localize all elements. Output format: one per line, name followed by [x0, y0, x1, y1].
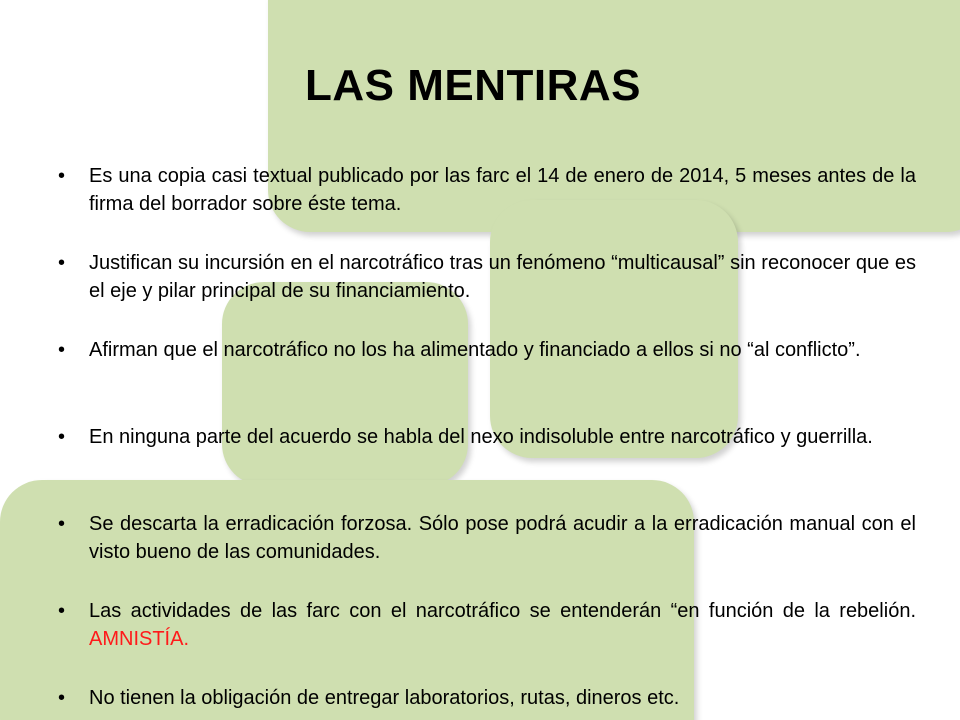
amnesty-highlight: AMNISTÍA.: [89, 628, 190, 650]
bullet-dot-icon: •: [58, 426, 66, 448]
bullet-dot-icon: •: [58, 165, 66, 187]
bullet-dot-icon: •: [58, 513, 66, 535]
bullet-text: No tienen la obligación de entregar laboratorios, rutas, dineros etc.: [89, 687, 680, 709]
bullet-text: Justifican su incursión en el narcotráfico tras un fenómeno “multicausal” sin reconocer que es el eje y pilar principal de su financiamiento.: [89, 252, 916, 302]
slide-title: LAS MENTIRAS: [305, 61, 641, 110]
bullet-item: [58, 597, 916, 653]
bullet-text: Es una copia casi textual publicado por las farc el 14 de enero de 2014, 5 meses antes de la firma del borrador sobre éste tema.: [89, 165, 916, 215]
bullet-item: [58, 510, 916, 566]
bullet-item: [58, 336, 916, 364]
bullet-item: [58, 684, 916, 712]
bullet-text-main: Las actividades de las farc con el narcotráfico se entenderán “en función de la rebelión.: [89, 600, 916, 622]
bullet-item: [58, 423, 916, 451]
bullet-text: Afirman que el narcotráfico no los ha alimentado y financiado a ellos si no “al conflicto”.: [89, 339, 861, 361]
bullet-text: Se descarta la erradicación forzosa. Sólo pose podrá acudir a la erradicación manual con el visto bueno de las comunidades.: [89, 513, 916, 563]
bullet-dot-icon: •: [58, 252, 66, 274]
bullet-text: [89, 597, 916, 653]
bullet-dot-icon: •: [58, 600, 66, 622]
green-rounded-shape-middle-left: [222, 282, 468, 486]
bullet-text: En ninguna parte del acuerdo se habla del nexo indisoluble entre narcotráfico y guerrilla.: [89, 426, 873, 448]
bullet-item: [58, 162, 916, 218]
bullet-dot-icon: •: [58, 339, 66, 361]
green-rounded-shape-middle-right: [490, 200, 738, 458]
bullet-dot-icon: •: [58, 687, 66, 709]
bullet-item: [58, 249, 916, 305]
